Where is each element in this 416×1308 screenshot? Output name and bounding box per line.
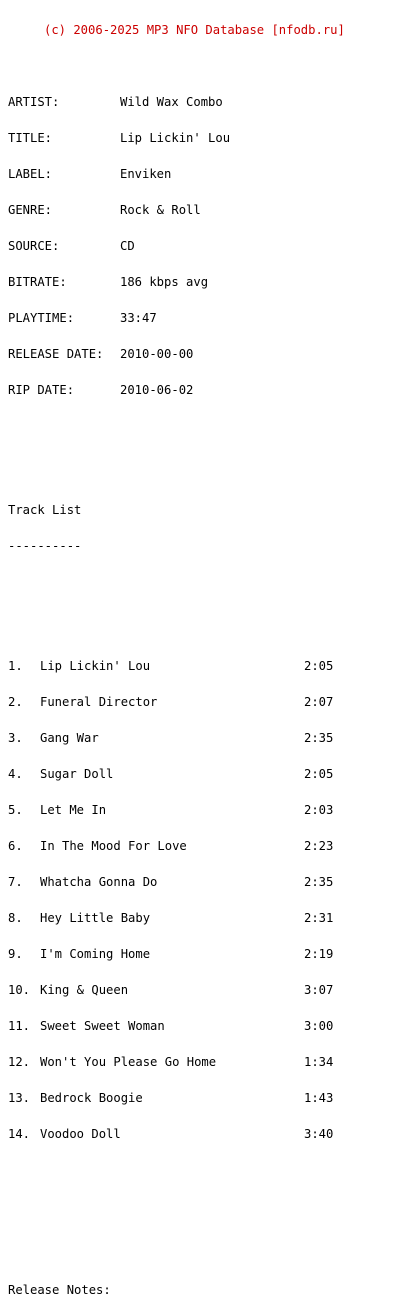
field-value: CD	[120, 239, 135, 253]
field-value: 186 kbps avg	[120, 275, 209, 289]
nfodb-banner: (c) 2006-2025 MP3 NFO Database [nfodb.ru]	[44, 23, 345, 37]
track-row	[8, 1128, 408, 1140]
track-title: Won't You Please Go Home	[40, 1055, 217, 1069]
track-row	[8, 732, 408, 744]
track-number: 11.	[8, 1019, 31, 1033]
track-duration: 3:07	[304, 983, 334, 997]
track-list	[8, 636, 408, 1164]
track-duration: 1:43	[304, 1091, 334, 1105]
track-number: 7.	[8, 875, 23, 889]
field-playtime	[8, 312, 408, 324]
track-title: Voodoo Doll	[40, 1127, 121, 1141]
track-row	[8, 948, 408, 960]
track-number: 8.	[8, 911, 23, 925]
track-duration: 2:23	[304, 839, 334, 853]
field-genre	[8, 204, 408, 216]
spacer	[8, 1236, 408, 1248]
field-label: BITRATE:	[8, 275, 67, 289]
track-title: In The Mood For Love	[40, 839, 187, 853]
track-row	[8, 1092, 408, 1104]
track-number: 1.	[8, 659, 23, 673]
track-duration: 3:00	[304, 1019, 334, 1033]
track-number: 10.	[8, 983, 31, 997]
field-value: Enviken	[120, 167, 172, 181]
track-number: 2.	[8, 695, 23, 709]
track-number: 14.	[8, 1127, 31, 1141]
track-title: Gang War	[40, 731, 99, 745]
track-number: 3.	[8, 731, 23, 745]
field-label-name	[8, 168, 408, 180]
field-value: 2010-06-02	[120, 383, 194, 397]
spacer	[8, 456, 408, 468]
track-title: Whatcha Gonna Do	[40, 875, 158, 889]
field-label: LABEL:	[8, 167, 53, 181]
track-title: Let Me In	[40, 803, 107, 817]
field-artist	[8, 96, 408, 108]
spacer	[8, 1200, 408, 1212]
track-row	[8, 840, 408, 852]
track-row	[8, 912, 408, 924]
track-row	[8, 804, 408, 816]
track-title: I'm Coming Home	[40, 947, 151, 961]
track-row	[8, 768, 408, 780]
track-number: 6.	[8, 839, 23, 853]
track-row	[8, 696, 408, 708]
track-row	[8, 876, 408, 888]
track-duration: 2:35	[304, 731, 334, 745]
track-row	[8, 1056, 408, 1068]
track-duration: 2:31	[304, 911, 334, 925]
field-label: RELEASE DATE:	[8, 347, 104, 361]
field-label: GENRE:	[8, 203, 53, 217]
track-number: 9.	[8, 947, 23, 961]
track-title: Funeral Director	[40, 695, 158, 709]
track-number: 12.	[8, 1055, 31, 1069]
field-release-date	[8, 348, 408, 360]
field-value: 2010-00-00	[120, 347, 194, 361]
tracklist-underline: ----------	[8, 539, 82, 553]
track-title: Hey Little Baby	[40, 911, 151, 925]
track-title: Bedrock Boogie	[40, 1091, 143, 1105]
track-duration: 2:07	[304, 695, 334, 709]
track-title: King & Queen	[40, 983, 129, 997]
track-title: Sweet Sweet Woman	[40, 1019, 165, 1033]
track-duration: 2:05	[304, 659, 334, 673]
field-title	[8, 132, 408, 144]
track-number: 4.	[8, 767, 23, 781]
track-title: Lip Lickin' Lou	[40, 659, 151, 673]
track-title: Sugar Doll	[40, 767, 114, 781]
field-value: Wild Wax Combo	[120, 95, 223, 109]
field-label: PLAYTIME:	[8, 311, 75, 325]
field-value: 33:47	[120, 311, 157, 325]
field-label: SOURCE:	[8, 239, 60, 253]
nfo-document	[8, 0, 408, 1308]
release-notes-heading: Release Notes:	[8, 1283, 111, 1297]
tracklist-heading: Track List	[8, 503, 82, 517]
release-info-block	[8, 72, 408, 420]
track-row	[8, 984, 408, 996]
track-duration: 3:40	[304, 1127, 334, 1141]
track-row	[8, 660, 408, 672]
field-value: Lip Lickin' Lou	[120, 131, 231, 145]
track-duration: 2:35	[304, 875, 334, 889]
track-number: 13.	[8, 1091, 31, 1105]
track-row	[8, 1020, 408, 1032]
field-label: RIP DATE:	[8, 383, 75, 397]
field-source	[8, 240, 408, 252]
field-value: Rock & Roll	[120, 203, 201, 217]
field-rip-date	[8, 384, 408, 396]
track-duration: 2:05	[304, 767, 334, 781]
field-label: ARTIST:	[8, 95, 60, 109]
track-duration: 2:03	[304, 803, 334, 817]
field-label: TITLE:	[8, 131, 53, 145]
spacer	[8, 588, 408, 600]
field-bitrate	[8, 276, 408, 288]
track-duration: 2:19	[304, 947, 334, 961]
track-number: 5.	[8, 803, 23, 817]
track-duration: 1:34	[304, 1055, 334, 1069]
